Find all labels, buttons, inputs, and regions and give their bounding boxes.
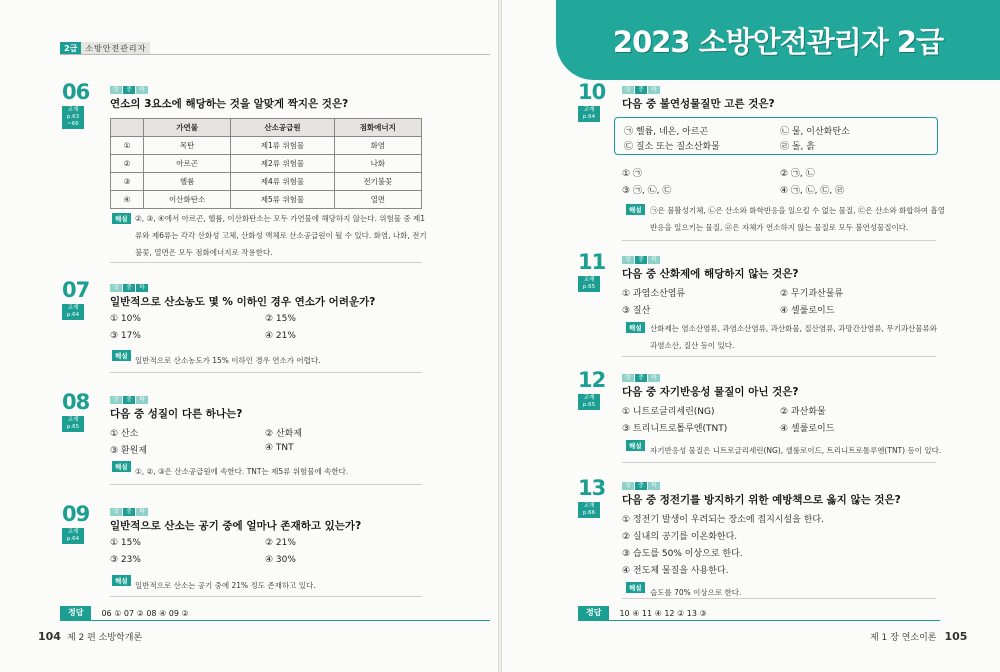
explanation-tag: 해설 bbox=[626, 322, 645, 333]
explanation-tag: 해설 bbox=[112, 575, 131, 586]
difficulty-badge: 상 중 하 bbox=[622, 482, 661, 490]
explanation-divider bbox=[110, 262, 422, 263]
choice[interactable]: ② 21% bbox=[265, 538, 296, 548]
explanation-text: ㉠은 불활성기체, ㉡은 산소와 화학반응을 일으킬 수 없는 물질, ㉢은 산소와 화합하여 흡열 반응을 일으키는 물질, ㉣은 자체가 연소하지 않는 물질로 모두 불연성물질이다. bbox=[650, 206, 945, 232]
answer-bar bbox=[60, 606, 189, 620]
choice[interactable]: ① 10% bbox=[110, 314, 141, 324]
textbook-ref: 교재 p.64 bbox=[62, 528, 84, 544]
question-number: 10 bbox=[578, 80, 606, 104]
question-number: 07 bbox=[62, 278, 90, 302]
question-text: 다음 중 산화제에 해당하지 않는 것은? bbox=[622, 268, 799, 280]
question-number: 11 bbox=[578, 250, 606, 274]
title-banner bbox=[556, 0, 1000, 80]
explanation-tag: 해설 bbox=[112, 350, 131, 361]
textbook-ref: 교재 p.64 bbox=[578, 106, 600, 122]
left-footer bbox=[38, 630, 142, 643]
textbook-ref: 교재 p.63 ~66 bbox=[62, 106, 84, 129]
table-row: ④ 이산화탄소 제5류 위험물 열면 bbox=[111, 191, 422, 209]
choice[interactable]: ③ 환원제 bbox=[110, 446, 148, 456]
answer-label: 정답 bbox=[578, 606, 609, 620]
explanation-divider bbox=[110, 596, 422, 597]
question-text: 연소의 3요소에 해당하는 것을 알맞게 짝지은 것은? bbox=[110, 98, 349, 110]
page-number: 104 bbox=[38, 630, 61, 643]
q6-table bbox=[110, 118, 422, 209]
choice[interactable]: ③ 습도를 50% 이상으로 한다. bbox=[622, 549, 743, 559]
choice[interactable]: ② ㉠, ㉡ bbox=[780, 169, 815, 179]
choice[interactable]: ① 산소 bbox=[110, 429, 139, 439]
choice[interactable]: ③ 23% bbox=[110, 555, 141, 565]
explanation-divider bbox=[622, 598, 936, 599]
difficulty-badge: 상 중 하 bbox=[110, 396, 149, 404]
explanation-divider bbox=[622, 356, 936, 357]
choice[interactable]: ① 15% bbox=[110, 538, 141, 548]
textbook-ref: 교재 p.65 bbox=[578, 394, 600, 410]
column-header: 가연물 bbox=[144, 119, 231, 137]
choice[interactable]: ③ 트리니트로톨루엔(TNT) bbox=[622, 424, 728, 434]
choice[interactable]: ② 15% bbox=[265, 314, 296, 324]
answer-divider bbox=[578, 620, 940, 621]
question-text: 다음 중 정전기를 방지하기 위한 예방책으로 옳지 않는 것은? bbox=[622, 494, 901, 506]
choice[interactable]: ① 정전기 발생이 우려되는 장소에 접지시설을 한다. bbox=[622, 515, 824, 525]
question-text: 일반적으로 산소는 공기 중에 얼마나 존재하고 있는가? bbox=[110, 520, 362, 532]
category-label: 소방안전관리자 bbox=[81, 42, 150, 55]
explanation-text: 일반적으로 산소농도가 15% 이하인 경우 연소가 어렵다. bbox=[135, 356, 321, 365]
explanation-text: 습도를 70% 이상으로 한다. bbox=[650, 588, 742, 597]
choice[interactable]: ② 과산화물 bbox=[780, 407, 826, 417]
question-text: 일반적으로 산소농도 몇 % 이하인 경우 연소가 어려운가? bbox=[110, 296, 376, 308]
table-header-row bbox=[111, 119, 422, 137]
statement-item: ㉠ 헬륨, 네온, 아르곤 bbox=[624, 127, 709, 137]
header-divider bbox=[60, 54, 490, 55]
question-number: 06 bbox=[62, 80, 90, 104]
choice[interactable]: ④ 셀룰로이드 bbox=[780, 306, 835, 316]
explanation-tag: 해설 bbox=[626, 204, 645, 215]
choice[interactable]: ③ ㉠, ㉡, ㉢ bbox=[622, 186, 672, 196]
difficulty-badge: 상 중 하 bbox=[110, 508, 149, 516]
page-number: 105 bbox=[944, 630, 968, 643]
choice[interactable]: ④ TNT bbox=[265, 443, 294, 453]
explanation-tag: 해설 bbox=[626, 582, 645, 593]
explanation-divider bbox=[110, 372, 422, 373]
section-title: 제 2 편 소방학개론 bbox=[66, 633, 143, 643]
choice[interactable]: ② 산화제 bbox=[265, 429, 303, 439]
explanation-tag: 해설 bbox=[626, 440, 645, 451]
choice[interactable]: ② 실내의 공기를 이온화한다. bbox=[622, 532, 738, 542]
table-row: ② 아르곤 제2류 위험물 나화 bbox=[111, 155, 422, 173]
table-row: ③ 헬륨 제4류 위험물 전기불꽃 bbox=[111, 173, 422, 191]
question-number: 09 bbox=[62, 502, 90, 526]
question-text: 다음 중 자기반응성 물질이 아닌 것은? bbox=[622, 386, 799, 398]
explanation-text: ①, ②, ③은 산소공급원에 속한다. TNT는 제5류 위험물에 속한다. bbox=[135, 467, 349, 476]
question-text: 다음 중 성질이 다른 하나는? bbox=[110, 408, 243, 420]
textbook-ref: 교재 p.65 bbox=[578, 276, 600, 292]
difficulty-badge: 상 중 하 bbox=[622, 374, 661, 382]
choice[interactable]: ④ 30% bbox=[265, 555, 296, 565]
textbook-ref: 교재 p.66 bbox=[578, 502, 600, 518]
explanation-text: 산화제는 염소산염류, 과염소산염류, 과산화물, 질산염류, 과망간산염류, 무기과산물류와 과염소산, 질산 등이 있다. bbox=[650, 324, 938, 350]
question-number: 13 bbox=[578, 476, 606, 500]
explanation-text: 자기반응성 물질은 니트로글리세린(NG), 셀룰로이드, 트리니트로톨루엔(TNT) 등이 있다. bbox=[650, 446, 942, 455]
difficulty-badge: 상 중 하 bbox=[622, 86, 661, 94]
column-header: 점화에너지 bbox=[334, 119, 421, 137]
explanation-tag: 해설 bbox=[112, 213, 131, 224]
choice[interactable]: ① 니트로글리세린(NG) bbox=[622, 407, 715, 417]
choice[interactable]: ④ 셀룰로이드 bbox=[780, 424, 835, 434]
choice[interactable]: ② 무기과산물류 bbox=[780, 289, 844, 299]
difficulty-badge: 상 중 하 bbox=[110, 86, 149, 94]
question-text: 다음 중 불연성물질만 고른 것은? bbox=[622, 98, 775, 110]
difficulty-badge: 상 중 하 bbox=[622, 256, 661, 264]
choice[interactable]: ③ 질산 bbox=[622, 306, 651, 316]
difficulty-badge: 상 중 하 bbox=[110, 284, 149, 292]
choice[interactable]: ④ ㉠, ㉡, ㉢, ㉣ bbox=[780, 186, 845, 196]
explanation-divider bbox=[622, 240, 936, 241]
choice[interactable]: ① 과염소산염류 bbox=[622, 289, 686, 299]
explanation-divider bbox=[622, 462, 936, 463]
choice[interactable]: ④ 21% bbox=[265, 331, 296, 341]
answer-values: 06 ① 07 ② 08 ④ 09 ② bbox=[101, 608, 189, 618]
banner-title: 2023 소방안전관리자 2급 bbox=[612, 24, 944, 59]
answer-bar bbox=[578, 606, 707, 620]
choice[interactable]: ④ 전도체 물질을 사용한다. bbox=[622, 566, 729, 576]
explanation-divider bbox=[110, 484, 422, 485]
explanation-tag: 해설 bbox=[112, 461, 131, 472]
statement-item: ㉢ 질소 또는 질소산화물 bbox=[624, 142, 720, 152]
column-header: 산소공급원 bbox=[231, 119, 334, 137]
question-number: 08 bbox=[62, 390, 90, 414]
answer-divider bbox=[60, 620, 490, 621]
statement-item: ㉣ 돌, 흙 bbox=[780, 142, 815, 152]
explanation-text: 일반적으로 산소는 공기 중에 21% 정도 존재하고 있다. bbox=[135, 581, 316, 590]
right-footer bbox=[870, 630, 973, 643]
answer-values: 10 ④ 11 ④ 12 ② 13 ③ bbox=[619, 608, 707, 618]
textbook-ref: 교재 p.64 bbox=[62, 304, 84, 320]
explanation-text: ②, ③, ④에서 아르곤, 헬륨, 이산화탄소는 모두 가연물에 해당하지 않는다. 위험물 중 제1 류와 제6류는 각각 산화성 고체, 산화성 액체로 산소공급원이 될 수 있다. 화염, 나화, 전기 불꽃, 열면은 모두 점화에너지로 작용한다. bbox=[135, 214, 427, 257]
question-number: 12 bbox=[578, 368, 606, 392]
answer-label: 정답 bbox=[60, 606, 91, 620]
textbook-ref: 교재 p.65 bbox=[62, 416, 84, 432]
level-badge: 2급 bbox=[60, 42, 81, 55]
statement-item: ㉡ 물, 이산화탄소 bbox=[780, 127, 850, 137]
choice[interactable]: ③ 17% bbox=[110, 331, 141, 341]
table-row: ① 목탄 제1류 위험물 화염 bbox=[111, 137, 422, 155]
section-title: 제 1 장 연소이론 bbox=[870, 633, 937, 643]
choice[interactable]: ① ㉠ bbox=[622, 169, 642, 179]
